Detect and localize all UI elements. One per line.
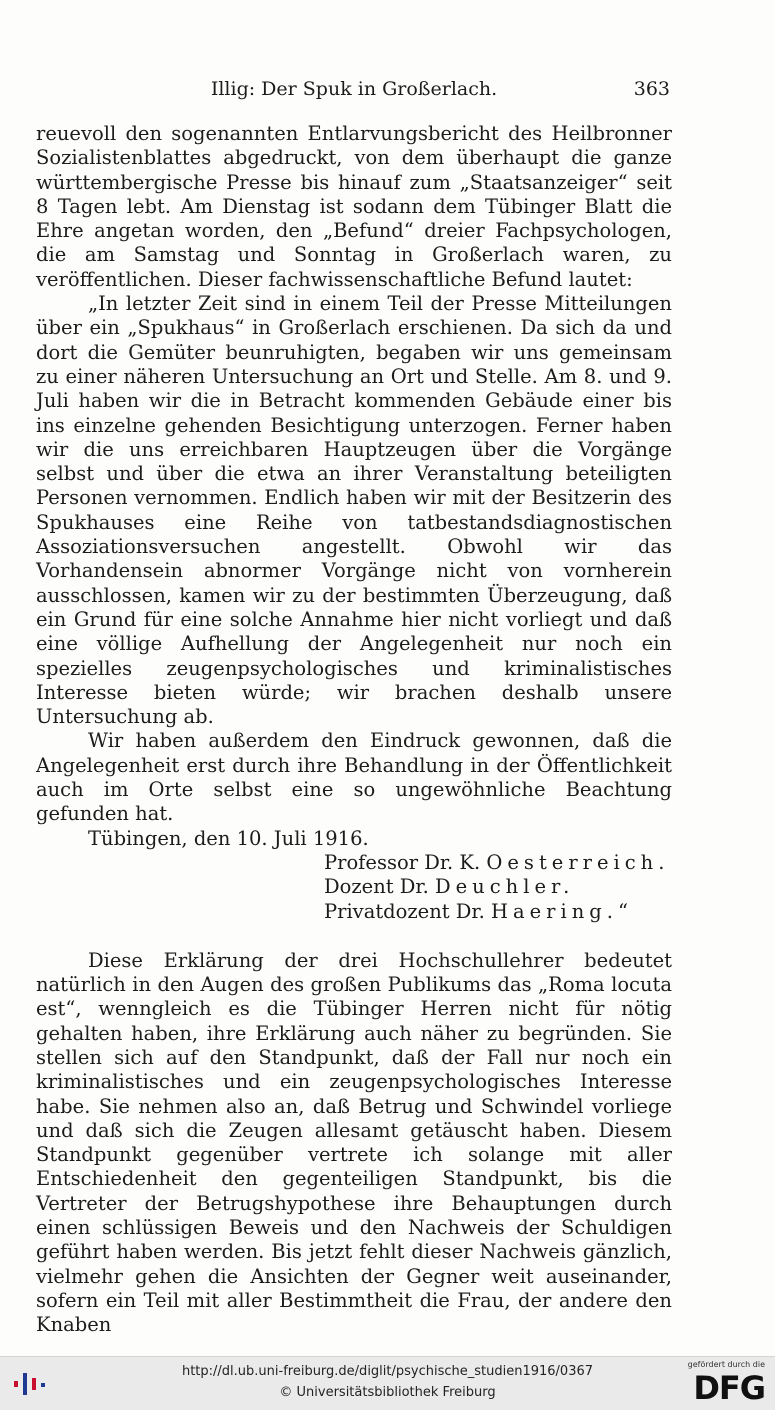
paragraph-intro: reuevoll den sogenannten Entlarvungsbericht des Heilbronner Sozialistenblattes abgedruckt, von dem überhaupt die ganze württembergische Presse bis hinauf zum „Staatsanzeiger“ seit 8 Tagen lebt. Am Dienstag ist sodann dem Tübinger Blatt die Ehre angetan worden, den „Befund“ dreier Fachpsychologen, die am Samstag und Sonntag in Großerlach waren, zu veröffentlichen. Dieser fachwissenschaftliche Befund lautet:: [36, 122, 672, 291]
page-body: [36, 122, 672, 1338]
permalink-url[interactable]: http://dl.ub.uni-freiburg.de/diglit/psychische_studien1916/0367: [181, 1364, 594, 1379]
signature-name: Haering.“: [491, 899, 633, 923]
signature-haering: [324, 900, 672, 924]
header-title: Illig: Der Spuk in Großerlach.: [210, 78, 498, 100]
copyright-notice: © Universitätsbibliothek Freiburg: [279, 1385, 496, 1400]
viewer-footer: [0, 1356, 775, 1410]
page-number: 363: [633, 78, 670, 100]
signature-oesterreich: [324, 851, 672, 875]
signature-title: Professor Dr. K.: [324, 850, 481, 874]
paragraph-quote-befund: „In letzter Zeit sind in einem Teil der Presse Mitteilungen über ein „Spukhaus“ in Großerlach erschienen. Da sich da und dort die Gemüter beunruhigten, begaben wir uns gemeinsam zu einer näheren Untersuchung an Ort und Stelle. Am 8. und 9. Juli haben wir die in Betracht kommenden Gebäude einer bis ins einzelne gehenden Besichtigung unterzogen. Ferner haben wir die uns erreichbaren Hauptzeugen über die Vorgänge selbst und über die etwa an ihrer Veranstaltung beteiligten Personen vernommen. Endlich haben wir mit der Besitzerin des Spukhauses eine Reihe von tatbestandsdiagnostischen Assoziationsversuchen angestellt. Obwohl wir das Vorhandensein abnormer Vorgänge nicht von vornherein ausschlossen, kamen wir zu der bestimmten Überzeugung, daß ein Grund für eine solche Annahme hier nicht vorliegt und daß eine völlige Aufhellung der Angelegenheit nur noch ein spezielles zeugenpsychologisches und kriminalistisches Interesse bieten würde; wir brachen deshalb unsere Untersuchung ab.: [36, 292, 672, 729]
running-header: [36, 78, 672, 104]
dfg-caption: gefördert durch die: [687, 1360, 765, 1369]
section-gap: [36, 924, 672, 949]
paragraph-quote-eindruck: Wir haben außerdem den Eindruck gewonnen, daß die Angelegenheit erst durch ihre Behandlung in der Öffentlichkeit auch im Orte selbst eine so ungewöhnliche Beachtung gefunden hat.: [36, 729, 672, 826]
signature-name: Oesterreich.: [486, 850, 670, 874]
quote-date: Tübingen, den 10. Juli 1916.: [88, 826, 369, 850]
paragraph-commentary: Diese Erklärung der drei Hochschullehrer bedeutet natürlich in den Augen des großen Publikums das „Roma locuta est“, wenngleich es die Tübinger Herren nicht für nötig gehalten haben, ihre Erklärung auch näher zu begründen. Sie stellen sich auf den Standpunkt, daß der Fall nur noch ein kriminalistisches und ein zeugenpsychologisches Interesse habe. Sie nehmen also an, daß Betrug und Schwindel vorliege und daß sich die Zeugen allesamt getäuscht haben. Diesem Standpunkt gegenüber vertrete ich solange mit aller Entschiedenheit den gegenteiligen Standpunkt, bis die Vertreter der Betrugshypothese ihre Behauptungen durch einen schlüssigen Beweis und den Nachweis der Schuldigen geführt haben werden. Bis jetzt fehlt dieser Nachweis gänzlich, vielmehr gehen die Ansichten der Gegner weit auseinander, sofern ein Teil mit aller Bestimmtheit die Frau, der andere den Knaben: [36, 948, 672, 1337]
signature-name: Deuchler.: [435, 875, 575, 899]
signature-title: Privatdozent Dr.: [324, 899, 485, 923]
signature-title: Dozent Dr.: [324, 875, 429, 899]
signature-block: [324, 851, 672, 924]
signature-deuchler: [324, 875, 672, 899]
dfg-logo: DFG: [693, 1369, 765, 1407]
